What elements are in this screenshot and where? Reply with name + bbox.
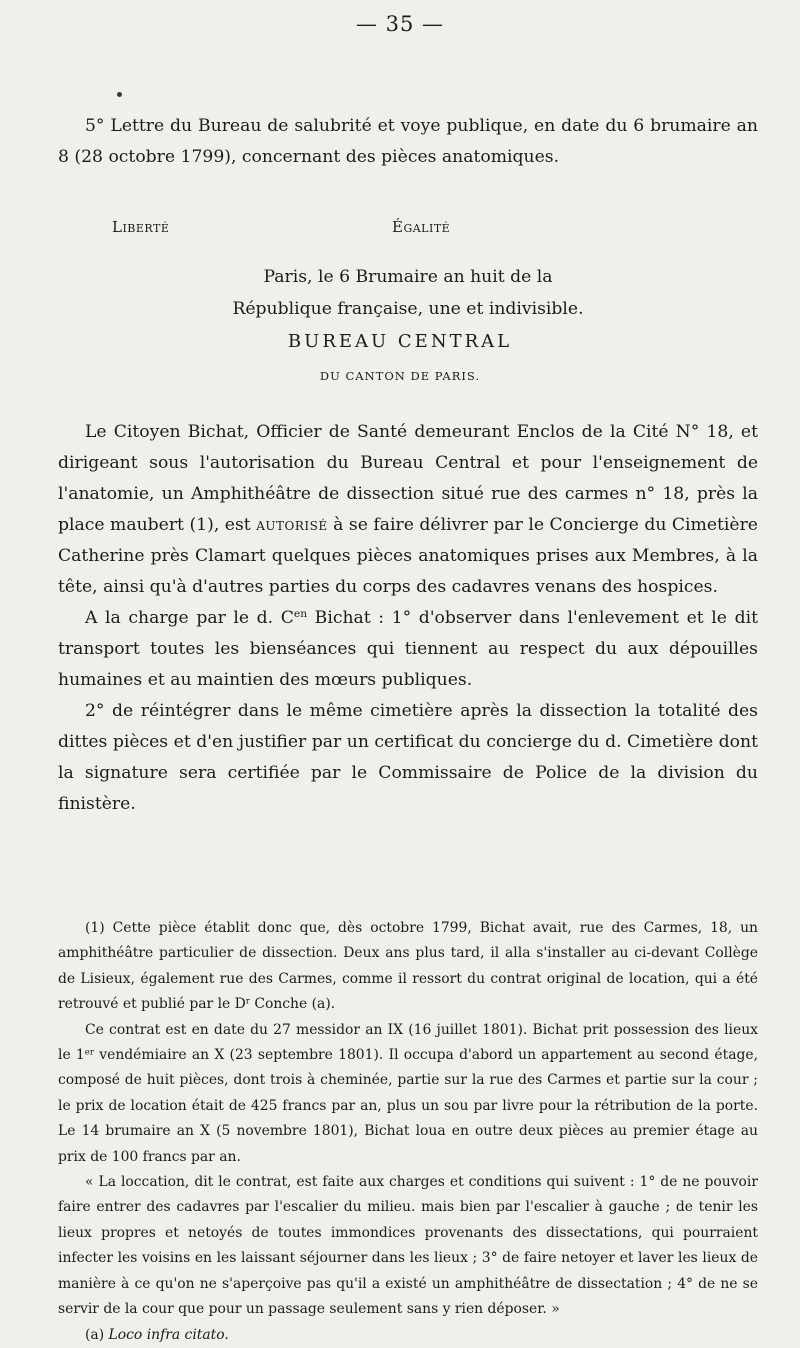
footnote-2-sup: er: [84, 1047, 94, 1058]
place-date-line-2: République française, une et indivisible.: [232, 299, 584, 319]
paragraph-1: [58, 417, 758, 603]
footnote-2: [58, 1018, 758, 1170]
page-number: — 35 —: [355, 12, 445, 36]
footnote-a: [58, 1323, 758, 1348]
footnote-a-label: (a): [85, 1326, 109, 1343]
paragraph-2-b: Bichat : 1° d'observer dans l'enlevement et le dit transport toutes les bienséances qui tiennent au respect du aux dépouilles humaines et au maintien des mœurs publiques.: [58, 608, 758, 690]
ink-dot: [117, 92, 122, 97]
footnote-1: [58, 916, 758, 1018]
footnote-2-a: Ce contrat est en date du 27 messidor an IX (16 juillet 1801). Bichat prit possession des lieux le 1: [58, 1021, 758, 1064]
footnote-3: « La loccation, dit le contrat, est faite aux charges et conditions qui suivent : 1° de ne pouvoir faire entrer des cadavres par l'escalier du milieu. mais bien par l'escalier à gauche ; de tenir les lieux propres et netoyés de toutes immondices provenants des dissectations, qui pourraient infecter les voisins en les laissant séjourner dans les lieux ; 3° de faire netoyer et laver les lieux de manière à ce qu'on ne s'aperçoive pas qu'il a existé un amphithéâtre de dissectation ; 4° de ne se servir de la cour que pour un passage seulement sans y rien déposer. »: [58, 1174, 758, 1318]
place-date-line-1: Paris, le 6 Brumaire an huit de la: [263, 267, 553, 287]
document-heading: [58, 111, 758, 173]
place-date: [58, 261, 758, 325]
paragraph-1-b: à se faire délivrer par le Concierge du Cimetière Catherine près Clamart quelques pièces anatomiques prises aux Membres, à la tête, ainsi qu'à d'autres parties du corps des cadavres venans des hospices.: [58, 515, 758, 597]
letter-body: [58, 417, 758, 820]
autorise-word: autorisé: [256, 515, 328, 535]
motto-egalite: Égalité: [392, 218, 451, 236]
paragraph-2: [58, 603, 758, 696]
bureau-title: BUREAU CENTRAL: [287, 331, 513, 352]
motto-liberte: Liberté: [112, 218, 170, 236]
footnote-a-citation: Loco infra citato.: [108, 1326, 229, 1343]
motto: [112, 218, 612, 248]
paragraph-2-a: A la charge par le d. C: [85, 608, 294, 628]
footnote-1-a: (1) Cette pièce établit donc que, dès octobre 1799, Bichat avait, rue des Carmes, 18, un amphithéâtre particulier de dissection. Deux ans plus tard, il alla s'installer au ci-devant Collège de Lisieux, également rue des Carmes, comme il ressort du contrat original de location, qui a été retrouvé et publié par le D: [58, 920, 758, 1013]
paragraph-1-a: Le Citoyen Bichat, Officier de Santé demeurant Enclos de la Cité N° 18, et dirigeant sous l'autorisation du Bureau Central et pour l'enseignement de l'anatomie, un Amphithéâtre de dissection situé rue des carmes n° 18, près la place maubert (1), est: [58, 422, 758, 535]
footnote-1-b: Conche (a).: [249, 996, 336, 1013]
heading-text: 5° Lettre du Bureau de salubrité et voye publique, en date du 6 brumaire an 8 (28 octobre 1799), concernant des pièces anatomiques.: [58, 116, 758, 167]
footnotes: [58, 916, 758, 1348]
footnote-1-sup: r: [245, 996, 250, 1007]
paragraph-3: 2° de réintégrer dans le même cimetière après la dissection la totalité des dittes pièces et d'en justifier par un certificat du concierge du d. Cimetière dont la signature sera certifiée par le Commissaire de Police de la division du finistère.: [58, 701, 758, 814]
paragraph-2-sup: en: [293, 607, 308, 621]
footnote-2-b: vendémiaire an X (23 septembre 1801). Il occupa d'abord un appartement au second étage, composé de huit pièces, dont trois à cheminée, partie sur la rue des Carmes et partie sur la cour ; le prix de location était de 425 francs par an, plus un sou par livre pour la rétribution de la porte. Le 14 brumaire an X (5 novembre 1801), Bichat loua en outre deux pièces au premier étage au prix de 100 francs par an.: [58, 1047, 758, 1165]
canton-subtitle: DU CANTON DE PARIS.: [319, 369, 481, 383]
